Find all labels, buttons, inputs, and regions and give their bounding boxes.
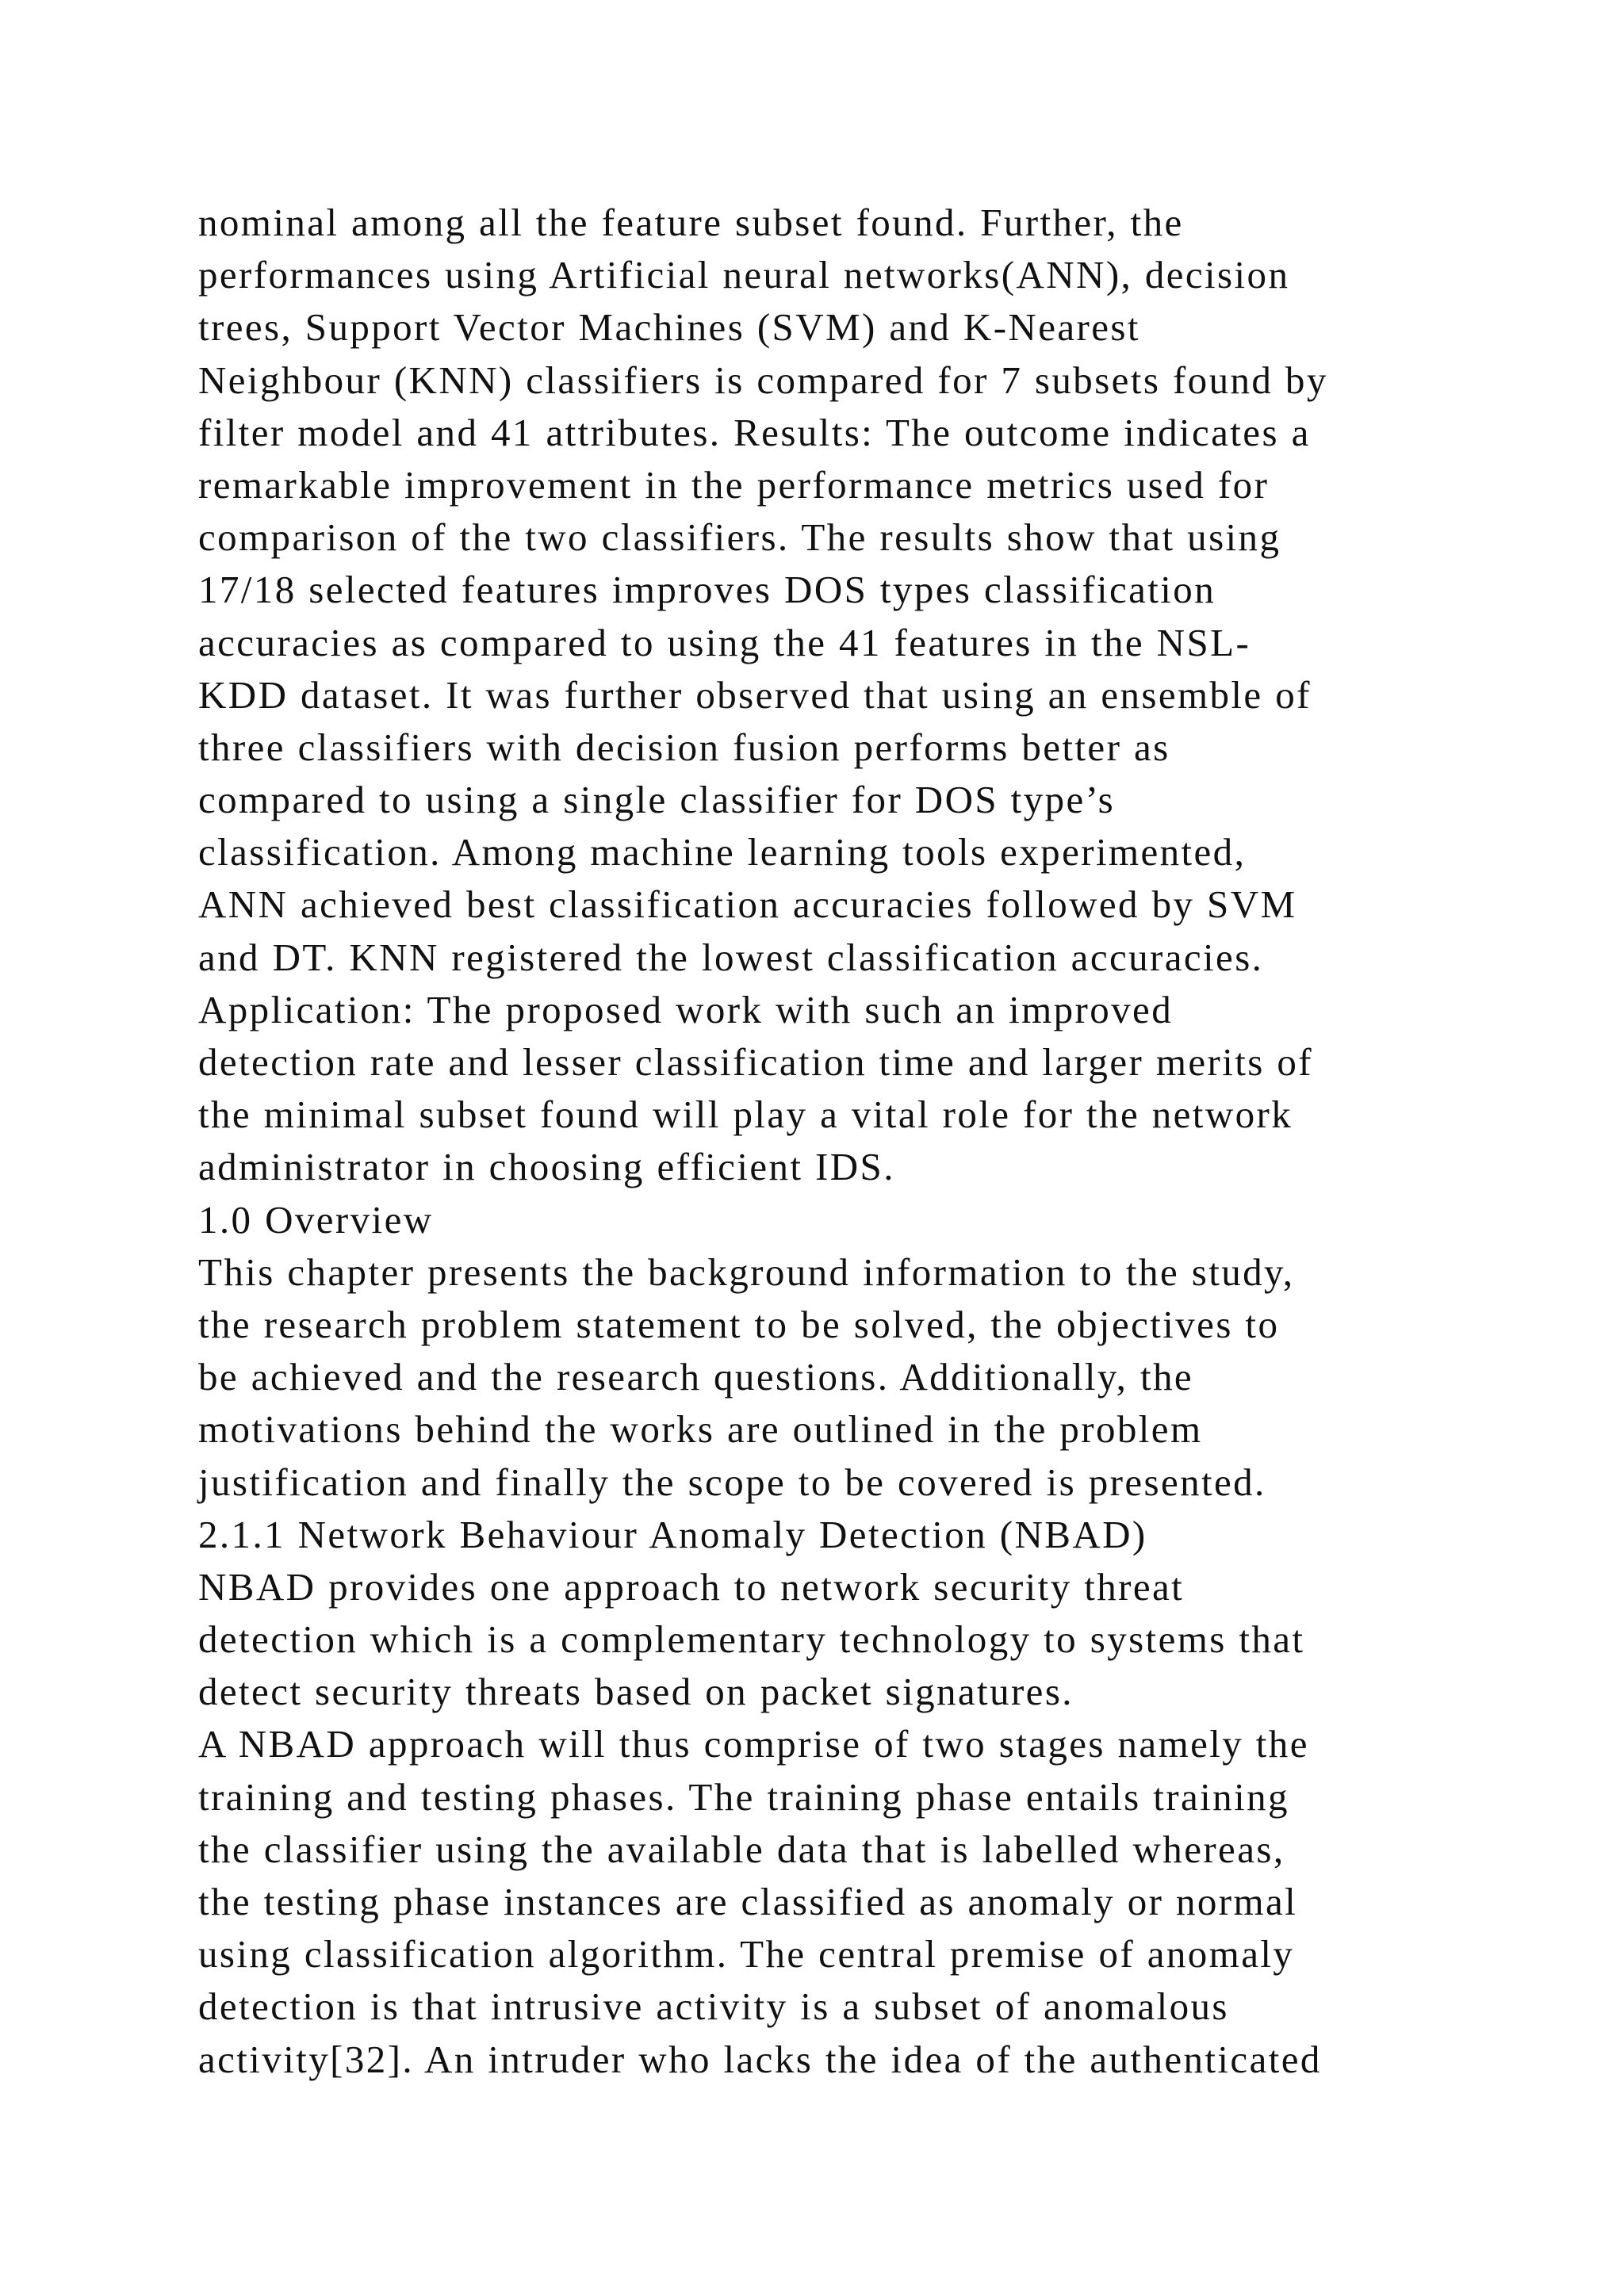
text-line: detection is that intrusive activity is a subset of anomalous <box>198 1984 1229 2029</box>
text-line: Neighbour (KNN) classifiers is compared for 7 subsets found by <box>198 358 1328 402</box>
text-line: the testing phase instances are classified as anomaly or normal <box>198 1880 1298 1923</box>
text-line: three classifiers with decision fusion performs better as <box>198 725 1170 769</box>
text-line: KDD dataset. It was further observed that using an ensemble of <box>198 672 1312 717</box>
text-line: trees, Support Vector Machines (SVM) and K-Nearest <box>198 305 1140 350</box>
text-line: and DT. KNN registered the lowest classification accuracies. <box>198 935 1264 979</box>
text-line: filter model and 41 attributes. Results: The outcome indicates a <box>198 410 1311 454</box>
text-line: This chapter presents the background information to the study, <box>198 1249 1295 1294</box>
text-line: using classification algorithm. The central premise of anomaly <box>198 1932 1295 1976</box>
text-line: performances using Artificial neural networks(ANN), decision <box>198 253 1290 297</box>
text-line: nominal among all the feature subset found. Further, the <box>198 201 1184 244</box>
text-line: administrator in choosing efficient IDS. <box>198 1145 895 1189</box>
text-line: the classifier using the available data that is labelled whereas, <box>198 1827 1285 1871</box>
text-line: the research problem statement to be solved, the objectives to <box>198 1302 1280 1346</box>
text-line: training and testing phases. The training phase entails training <box>198 1774 1289 1819</box>
text-line: motivations behind the works are outlined in the problem <box>198 1407 1203 1452</box>
text-line: NBAD provides one approach to network security threat <box>198 1564 1185 1609</box>
text-line: accuracies as compared to using the 41 features in the NSL- <box>198 620 1251 664</box>
text-line: be achieved and the research questions. Additionally, the <box>198 1355 1194 1399</box>
text-line: remarkable improvement in the performance metrics used for <box>198 462 1270 507</box>
section-heading-overview: 1.0 Overview <box>198 1197 434 1242</box>
text-line: Application: The proposed work with such an improved <box>198 987 1174 1031</box>
text-line: detection rate and lesser classification time and larger merits of <box>198 1040 1313 1084</box>
text-line: the minimal subset found will play a vital role for the network <box>198 1093 1293 1137</box>
text-line: A NBAD approach will thus comprise of two stages namely the <box>198 1722 1309 1766</box>
text-line: 17/18 selected features improves DOS types classification <box>198 568 1216 612</box>
text-line: ANN achieved best classification accuracies followed by SVM <box>198 882 1297 927</box>
text-line: compared to using a single classifier for DOS type’s <box>198 778 1116 822</box>
body-text <box>198 197 1499 2086</box>
text-line: justification and finally the scope to be covered is presented. <box>198 1460 1266 1504</box>
text-line: classification. Among machine learning tools experimented, <box>198 830 1247 874</box>
text-line: detect security threats based on packet signatures. <box>198 1670 1074 1714</box>
text-line: comparison of the two classifiers. The results show that using <box>198 515 1281 560</box>
text-line: detection which is a complementary technology to systems that <box>198 1617 1305 1662</box>
section-heading-nbad: 2.1.1 Network Behaviour Anomaly Detection (NBAD) <box>198 1512 1147 1556</box>
text-line: activity[32]. An intruder who lacks the idea of the authenticated <box>198 2037 1322 2081</box>
